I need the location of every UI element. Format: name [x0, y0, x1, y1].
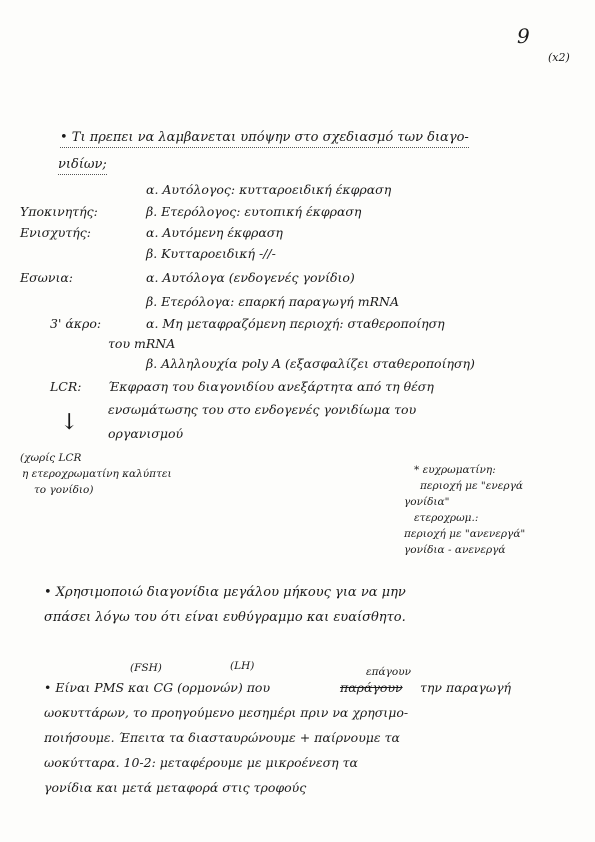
- right-note-3: γονίδια": [404, 496, 450, 508]
- para3-line-1b: την παραγωγή: [420, 680, 512, 695]
- para3-line-2: ωοκυττάρων, το προηγούμενο μεσημέρι πριν να χρησιμο-: [44, 705, 409, 720]
- intro-line-2: νιδίων;: [58, 157, 107, 175]
- para3-struck-word: παράγουν: [340, 680, 403, 695]
- left-note-1: (χωρίς LCR: [20, 452, 82, 464]
- intro-line-1: • Τι πρεπει να λαμβανεται υπόψην στο σχεδιασμό των διαγο-: [60, 130, 469, 148]
- row-label-3prime: 3' άκρο:: [50, 316, 102, 331]
- corner-mark: (x2): [548, 51, 570, 64]
- row-1: α. Αυτόλογος: κυτταροειδική έκφραση: [146, 182, 392, 197]
- annot-lh: (LH): [230, 660, 255, 672]
- right-note-1: * ευχρωματίνη:: [414, 464, 496, 476]
- row-8: β. Αλληλουχία poly A (εξασφαλίζει σταθεροποίηση): [146, 356, 475, 371]
- right-note-4: ετεροχρωμ.:: [414, 512, 479, 524]
- right-note-6: γονίδια - ανενεργά: [404, 544, 506, 556]
- row-label-enhancer: Ενισχυτής:: [20, 225, 91, 240]
- right-note-2: περιοχή με "ενεργά: [420, 480, 523, 492]
- para2-line-1: • Χρησιμοποιώ διαγονίδια μεγάλου μήκους για να μην: [44, 585, 406, 600]
- para3-line-1a: • Είναι PMS και CG (ορμονών) που: [44, 680, 271, 695]
- row-label-lcr: LCR:: [50, 379, 82, 394]
- left-note-3: το γονίδιο): [34, 484, 94, 496]
- para2-line-2: σπάσει λόγω του ότι είναι ευθύγραμμο και ευαίσθητο.: [44, 610, 406, 625]
- lcr-line-3: οργανισμού: [108, 426, 184, 441]
- para3-line-3: ποιήσουμε. Έπειτα τα διασταυρώνουμε + παίρνουμε τα: [44, 730, 400, 745]
- row-label-promoter: Υποκινητής:: [20, 204, 98, 219]
- row-3: α. Αυτόμενη έκφραση: [146, 225, 283, 240]
- down-arrow-icon: ↓: [60, 410, 79, 435]
- lcr-line-2: ενσωμάτωσης του στο ενδογενές γονιδίωμα του: [108, 402, 417, 417]
- annot-above: επάγουν: [366, 666, 411, 678]
- row-6: β. Ετερόλογα: επαρκή παραγωγή mRNA: [146, 294, 399, 309]
- row-7-cont: του mRNA: [108, 336, 176, 351]
- para3-line-4: ωοκύτταρα. 10-2: μεταφέρουμε με μικροένεση τα: [44, 755, 358, 770]
- row-label-introns: Εσωνια:: [20, 270, 74, 285]
- left-note-2: η ετεροχρωματίνη καλύπτει: [22, 468, 172, 480]
- right-note-5: περιοχή με "ανενεργά": [404, 528, 526, 540]
- para3-line-5: γονίδια και μετά μεταφορά στις τροφούς: [44, 780, 307, 795]
- row-2: β. Ετερόλογος: ευτοπική έκφραση: [146, 204, 362, 219]
- row-5: α. Αυτόλογα (ενδογενές γονίδιο): [146, 270, 355, 285]
- row-4: β. Κυτταροειδική -//-: [146, 246, 276, 261]
- lcr-line-1: Έκφραση του διαγονιδίου ανεξάρτητα από τη θέση: [108, 379, 434, 394]
- annot-fsh: (FSH): [130, 662, 162, 674]
- row-7: α. Μη μεταφραζόμενη περιοχή: σταθεροποίηση: [146, 316, 445, 331]
- page-number: 9: [517, 24, 530, 48]
